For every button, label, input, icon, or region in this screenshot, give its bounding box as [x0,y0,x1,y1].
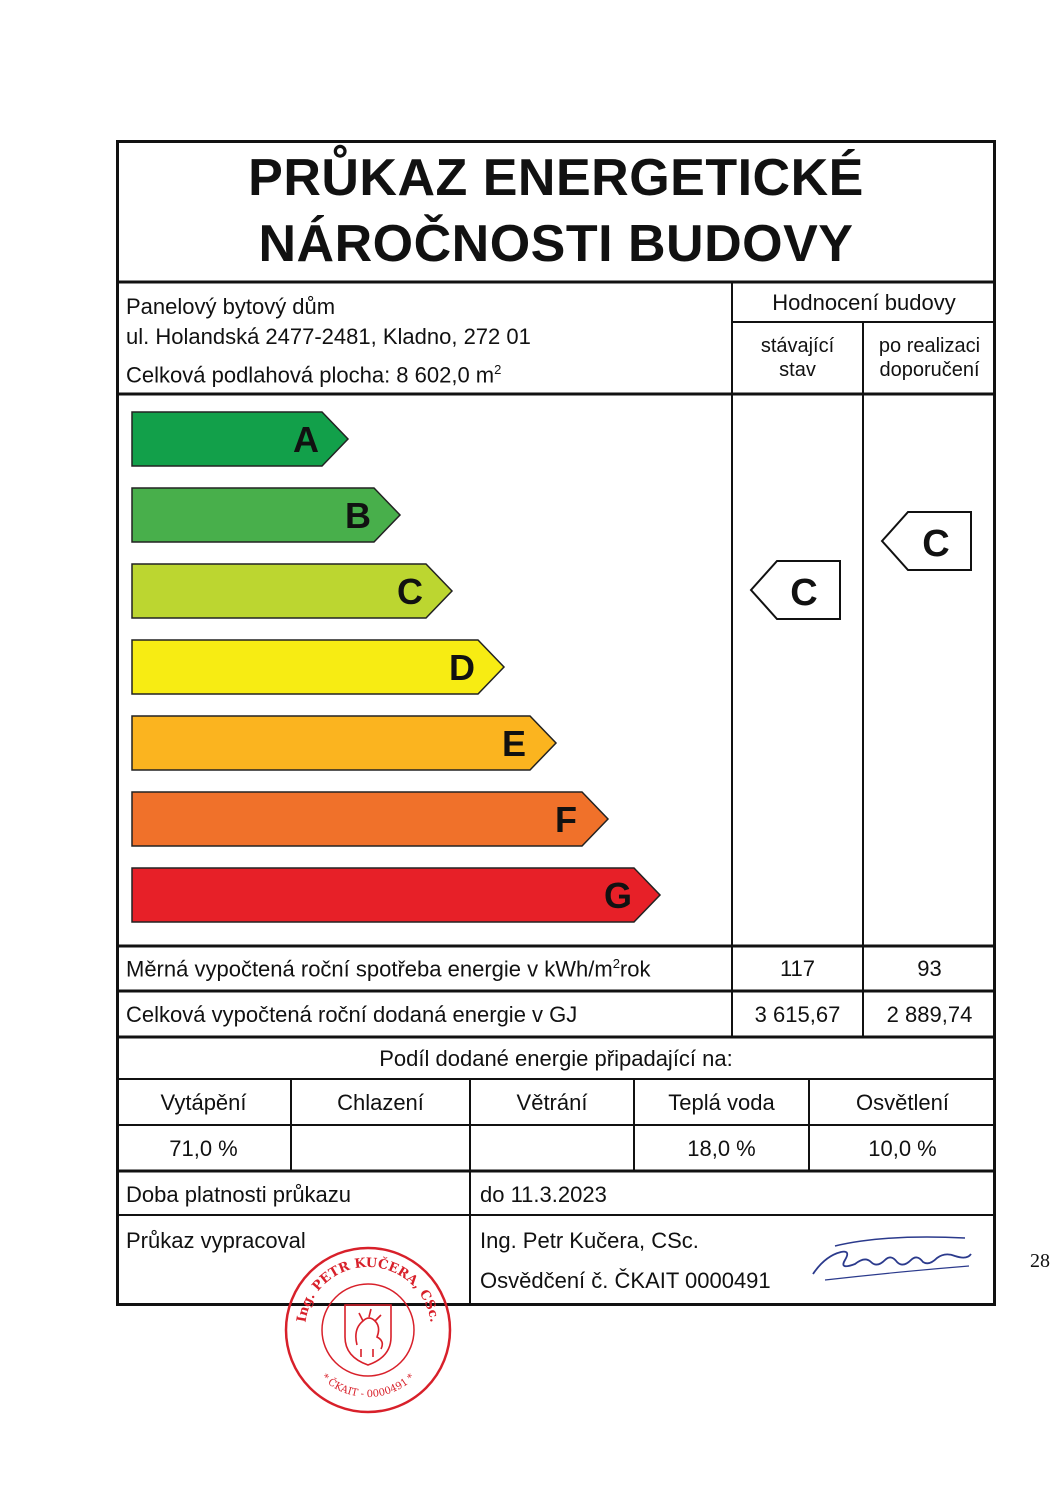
share-col-heating: Vytápění [160,1090,247,1115]
total-energy-label: Celková vypočtená roční dodaná energie v GJ [126,1002,578,1027]
energy-certificate-card [116,140,996,1306]
after-class-letter: C [922,523,950,565]
stamp-reg-text: * ČKAIT - 0000491 * [319,1372,417,1401]
energy-class-letter-f: F [555,799,577,840]
energy-class-bar-g [132,868,660,922]
rating-header: Hodnocení budovy [772,290,956,315]
energy-class-letter-b: B [345,495,371,536]
share-heading: Podíl dodané energie připadající na: [379,1046,733,1071]
author-label: Průkaz vypracoval [126,1228,306,1253]
page-number: 28 [1030,1250,1050,1272]
energy-class-scale [132,412,660,922]
signature [805,1226,975,1288]
stamp-lion-emblem [345,1305,391,1365]
current-state-label-1: stávající [760,335,835,357]
validity-value: do 11.3.2023 [480,1182,607,1207]
share-col-hot-water: Teplá voda [668,1090,775,1115]
energy-class-bar-f [132,792,608,846]
after-class-marker [882,512,971,570]
specific-after-value: 93 [917,956,942,981]
energy-class-letter-a: A [293,419,319,460]
author-name: Ing. Petr Kučera, CSc. [480,1228,699,1253]
title-line-1: PRŮKAZ ENERGETICKÉ [248,149,864,207]
validity-label: Doba platnosti průkazu [126,1182,352,1207]
energy-class-letter-e: E [501,723,527,764]
after-state-label-2: doporučení [879,359,980,381]
total-current-value: 3 615,67 [754,1002,841,1027]
total-after-value: 2 889,74 [886,1002,973,1027]
stamp-name-text: Ing. PETR KUČERA, CSc. [294,1255,442,1324]
after-state-label-1: po realizaci [878,335,981,357]
title-line-2: NÁROČNOSTI BUDOVY [258,215,854,273]
share-val-heating: 71,0 % [169,1136,238,1161]
share-col-ventilation: Větrání [516,1090,588,1115]
specific-current-value: 117 [779,956,816,981]
building-address: ul. Holandská 2477-2481, Kladno, 272 01 [126,324,531,349]
current-class-marker [751,561,840,619]
current-state-label-2: stav [779,359,816,381]
building-type: Panelový bytový dům [126,294,336,319]
share-val-lighting: 10,0 % [868,1136,937,1161]
specific-consumption-label: Měrná vypočtená roční spotřeba energie v kWh/$m^2rok$ [126,956,651,982]
current-class-letter: C [790,572,818,614]
energy-class-letter-d: D [449,647,475,688]
share-val-hot-water: 18,0 % [687,1136,756,1161]
energy-class-letter-c: C [397,571,423,612]
share-col-cooling: Chlazení [337,1090,424,1115]
share-col-lighting: Osvětlení [856,1090,949,1115]
official-stamp [283,1245,453,1415]
floor-area: Celková podlahová plocha: 8 602,0 $m^2$ [126,362,502,388]
energy-class-bar-e [132,716,556,770]
energy-class-letter-g: G [603,875,633,916]
author-certificate: Osvědčení č. ČKAIT 0000491 [480,1268,771,1293]
